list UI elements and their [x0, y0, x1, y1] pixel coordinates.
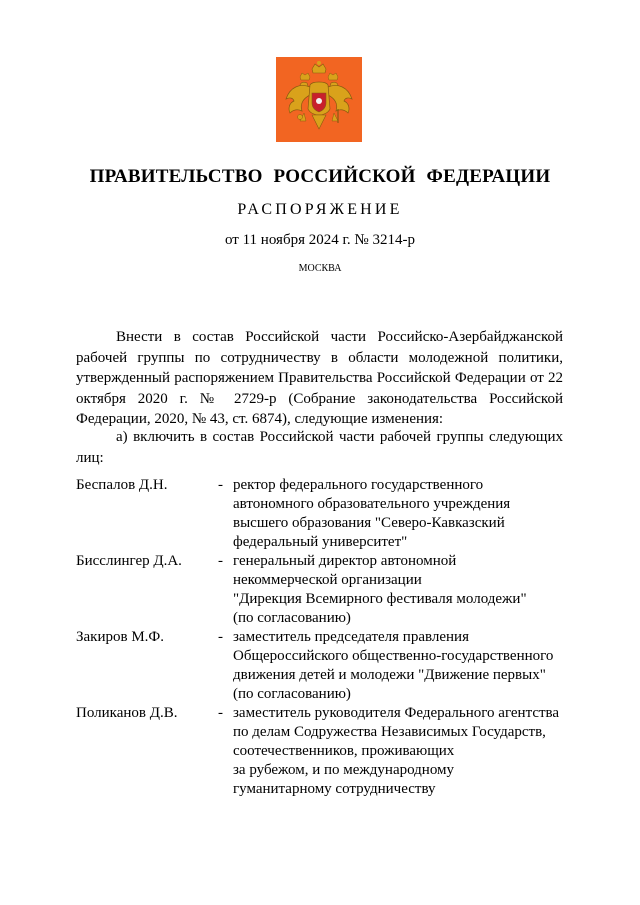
member-row — [76, 552, 576, 628]
member-role: генеральный директор автономной некоммерческой организации "Дирекция Всемирного фестиваля молодежи" (по согласованию) — [233, 553, 527, 626]
member-role: заместитель председателя правления Общероссийского общественно-государственного движения детей и молодежи "Движение первых" (по согласованию) — [233, 629, 554, 702]
member-dash: - — [218, 553, 223, 569]
member-role: ректор федерального государственного автономного образовательного учреждения высшего образования "Северо-Кавказский федеральный университет" — [233, 477, 511, 550]
member-dash: - — [218, 629, 223, 645]
document-type: РАСПОРЯЖЕНИЕ — [237, 201, 403, 218]
member-row — [76, 476, 576, 552]
member-name: Беспалов Д.Н. — [76, 477, 168, 493]
member-name: Бисслингер Д.А. — [76, 553, 182, 569]
members-list — [76, 476, 576, 799]
member-row — [76, 704, 576, 799]
member-role: заместитель руководителя Федерального агентства по делам Содружества Независимых Государств, соотечественников, проживающих за рубежом, и по международному гуманитарному сотрудничеству — [233, 705, 560, 797]
member-row — [76, 628, 576, 704]
page-title: ПРАВИТЕЛЬСТВО РОССИЙСКОЙ ФЕДЕРАЦИИ — [89, 166, 551, 187]
document-date-number: от 11 ноября 2024 г. № 3214-р — [225, 232, 415, 248]
body-paragraph-include: а) включить в состав Российской части рабочей группы следующих лиц: — [76, 429, 563, 466]
russian-coat-of-arms-icon — [276, 57, 362, 142]
member-name: Поликанов Д.В. — [76, 705, 178, 721]
document-city: МОСКВА — [298, 263, 342, 274]
body-paragraph-intro: Внести в состав Российской части Российско-Азербайджанской рабочей группы по сотрудничеству в области молодежной политики, утвержденный распоряжением Правительства Российской Федерации от 22 октября 2020 г. № 2729-р (Собрание законодательства Российской Федерации, 2020, № 43, ст. 6874), следующие изменения: — [76, 329, 563, 427]
member-dash: - — [218, 477, 223, 493]
member-name: Закиров М.Ф. — [76, 629, 165, 645]
member-dash: - — [218, 705, 223, 721]
